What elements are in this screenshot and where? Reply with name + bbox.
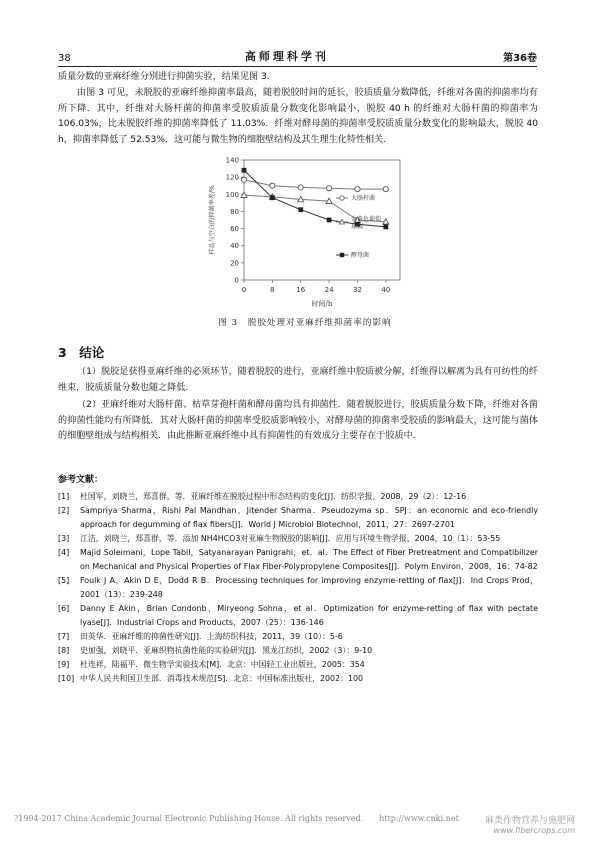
x-axis-label: 时间/h <box>311 300 333 308</box>
data-point <box>383 224 388 229</box>
reference-number: [8] <box>58 646 70 655</box>
data-point <box>326 186 331 191</box>
page-number: 38 <box>58 53 71 64</box>
reference-number: [5] <box>58 576 70 585</box>
reference-item <box>58 658 538 672</box>
paragraph-2: 由图 3 可见，未脱胶的亚麻纤维抑菌率最高，随着脱胶时间的延长，胶质质量分数降低，纤维对各菌的抑菌率均有所下降．其中，纤维对大肠杆菌的抑菌率受胶质质量分数变化影响最小，脱胶 40 h 的纤维对大肠杆菌的抑菌率为 106.03%，比未脱胶纤维的抑菌率降低了 11.03%．纤维对酵母菌的抑菌率受胶质质量分数变化的影响最大，脱胶 40 h，抑菌率降低了 52.53%．这可能与微生物的细胞壁结构及其生理生化特性相关. <box>58 88 538 145</box>
reference-text: 田英华．亚麻纤维的抑菌性研究[J]．上海纺织科技，2011，39（10）：5-6 <box>80 632 343 641</box>
x-tick-label: 0 <box>241 286 247 294</box>
y-tick-label: 20 <box>230 259 239 268</box>
figure-3 <box>200 150 410 340</box>
reference-number: [6] <box>58 604 70 613</box>
y-tick-label: 140 <box>225 156 239 165</box>
reference-number: [4] <box>58 548 70 557</box>
legend-label: 大肠杆菌 <box>351 195 376 203</box>
copyright-footer: ?1994-2017 China Academic Journal Electronic Publishing House. All rights reserved. http://www.cnki.net <box>14 814 459 823</box>
reference-text: 杜连祥，陆福平．微生物学实验技术[M]．北京：中国轻工业出版社，2005：354 <box>80 660 365 669</box>
data-point <box>298 207 303 212</box>
figure-caption: 图 3 脱胶处理对亚麻纤维抑菌率的影响 <box>218 318 392 328</box>
line-chart <box>200 150 410 325</box>
reference-text: Foulk J A，Akin D E，Dodd R B．Processing techniques for improving enzyme-retting of flax[J]．Ind Crops Prod，2001（13）：239-248 <box>80 576 538 599</box>
references-heading: 参考文献： <box>58 475 104 485</box>
reference-text: Sampriya Sharma，Rishi Pal Mandhan，Jitender Sharma．Pseudozyma sp．SPJ：an economic and eco-friendly approach for degumming of flax fibers[J]．World J Microbiol Biotechnol，2011，27：2697-2701 <box>80 506 538 529</box>
reference-number: [7] <box>58 632 70 641</box>
reference-item <box>58 546 538 574</box>
legend-marker <box>340 253 344 257</box>
y-tick-label: 60 <box>230 225 239 234</box>
header-rule <box>58 66 537 67</box>
reference-text: 史加强，刘晓平．亚麻织物抗菌性能的实验研究[J]．黑龙江纺织，2002（3）：9-10 <box>80 646 373 655</box>
legend-label: 金黄色葡萄 <box>351 216 382 223</box>
watermark-text: 麻类作物营养与施肥网 <box>484 816 575 826</box>
reference-text: 江洁，刘晓兰，郑喜群，等．添加 NH4HCO3对亚麻生物脱胶的影响[J]．应用与环境生物学报，2004，10（1）：53-55 <box>80 534 501 543</box>
reference-item <box>58 644 538 658</box>
x-tick-label: 32 <box>352 286 362 294</box>
reference-text: Danny E Akin，Brian Condonb，Miryeong Sohna，et al．Optimization for enzyme-retting of flax with pectate lyase[J]．Industrial Crops and Products，2007（25）：136-146 <box>80 604 538 627</box>
y-tick-label: 120 <box>225 173 239 182</box>
data-point <box>383 187 388 192</box>
conclusion-2: （2）亚麻纤维对大肠杆菌、枯草芽孢杆菌和酵母菌均具有抑菌性．随着脱胶进行，胶质质量分数下降，纤维对各菌的抑菌性能均有所降低．其对大肠杆菌的抑菌率受胶质影响较小，对酵母菌的抑菌率受胶质的影响最大，这可能与菌体的细胞壁组成与结构相关．由此推断亚麻纤维中具有抑菌性的有效成分主要存在于胶质中. <box>58 400 538 441</box>
reference-item <box>58 602 538 630</box>
x-tick-label: 8 <box>270 286 275 294</box>
reference-number: [9] <box>58 660 70 669</box>
reference-text: 杜国军，刘晓兰，郑喜群，等．亚麻纤维在脱胶过程中形态结构的变化[J]．纺织学报，2008，29（2）：12-16 <box>80 492 467 501</box>
reference-list <box>58 490 538 686</box>
data-point <box>298 185 303 190</box>
reference-item <box>58 574 538 602</box>
legend-label: 酵母菌 <box>351 252 370 260</box>
data-point <box>242 168 247 173</box>
series-line <box>244 180 386 189</box>
reference-item <box>58 504 538 532</box>
reference-number: [10] <box>58 674 75 683</box>
page-header <box>58 46 537 64</box>
y-tick-label: 0 <box>234 276 239 285</box>
section-title: 3 结论 <box>58 345 105 360</box>
reference-text: Majid Soleimani，Lope Tabil，Satyanarayan Panigrahi，et．al．The Effect of Fiber Pretreatment and Compatibilizer on Mechanical and Physical Properties of Flax Fiber-Polypropylene Composites[J]．Polym Environ，2008，16：74-82 <box>80 548 538 571</box>
volume-label: 第36卷 <box>503 53 537 64</box>
data-point <box>355 187 360 192</box>
x-tick-label: 16 <box>296 286 306 294</box>
legend-label: 球菌 <box>351 223 364 231</box>
y-tick-label: 40 <box>230 242 239 251</box>
reference-number: [3] <box>58 534 70 543</box>
data-point <box>327 218 332 223</box>
y-axis-label: 样品与空白的抑菌率差/% <box>209 185 216 255</box>
reference-number: [1] <box>58 492 70 501</box>
reference-item <box>58 490 538 504</box>
paragraph-1: 质量分数的亚麻纤维分别进行抑菌实验，结果见图 3. <box>58 72 270 82</box>
journal-name: 高师理科学刊 <box>244 50 329 63</box>
data-point <box>270 195 275 200</box>
y-tick-label: 100 <box>225 190 239 199</box>
watermark-url: www.fibercrops.com <box>493 826 575 835</box>
reference-item <box>58 672 538 686</box>
y-tick-label: 80 <box>230 207 239 216</box>
x-tick-label: 40 <box>381 286 391 294</box>
data-point <box>241 177 246 182</box>
reference-item <box>58 630 538 644</box>
conclusion-1: （1）脱胶是获得亚麻纤维的必须环节，随着脱胶的进行，亚麻纤维中胶质被分解，纤维得以解离为具有可纺性的纤维束，胶质质量分数也随之降低. <box>58 367 538 393</box>
x-tick-label: 24 <box>324 286 334 294</box>
reference-item <box>58 532 538 546</box>
reference-text: 中华人民共和国卫生部．消毒技术规范[S]．北京：中国标准出版社，2002：100 <box>80 674 364 683</box>
data-point <box>270 183 275 188</box>
reference-number: [2] <box>58 506 70 515</box>
legend-marker <box>340 196 344 200</box>
